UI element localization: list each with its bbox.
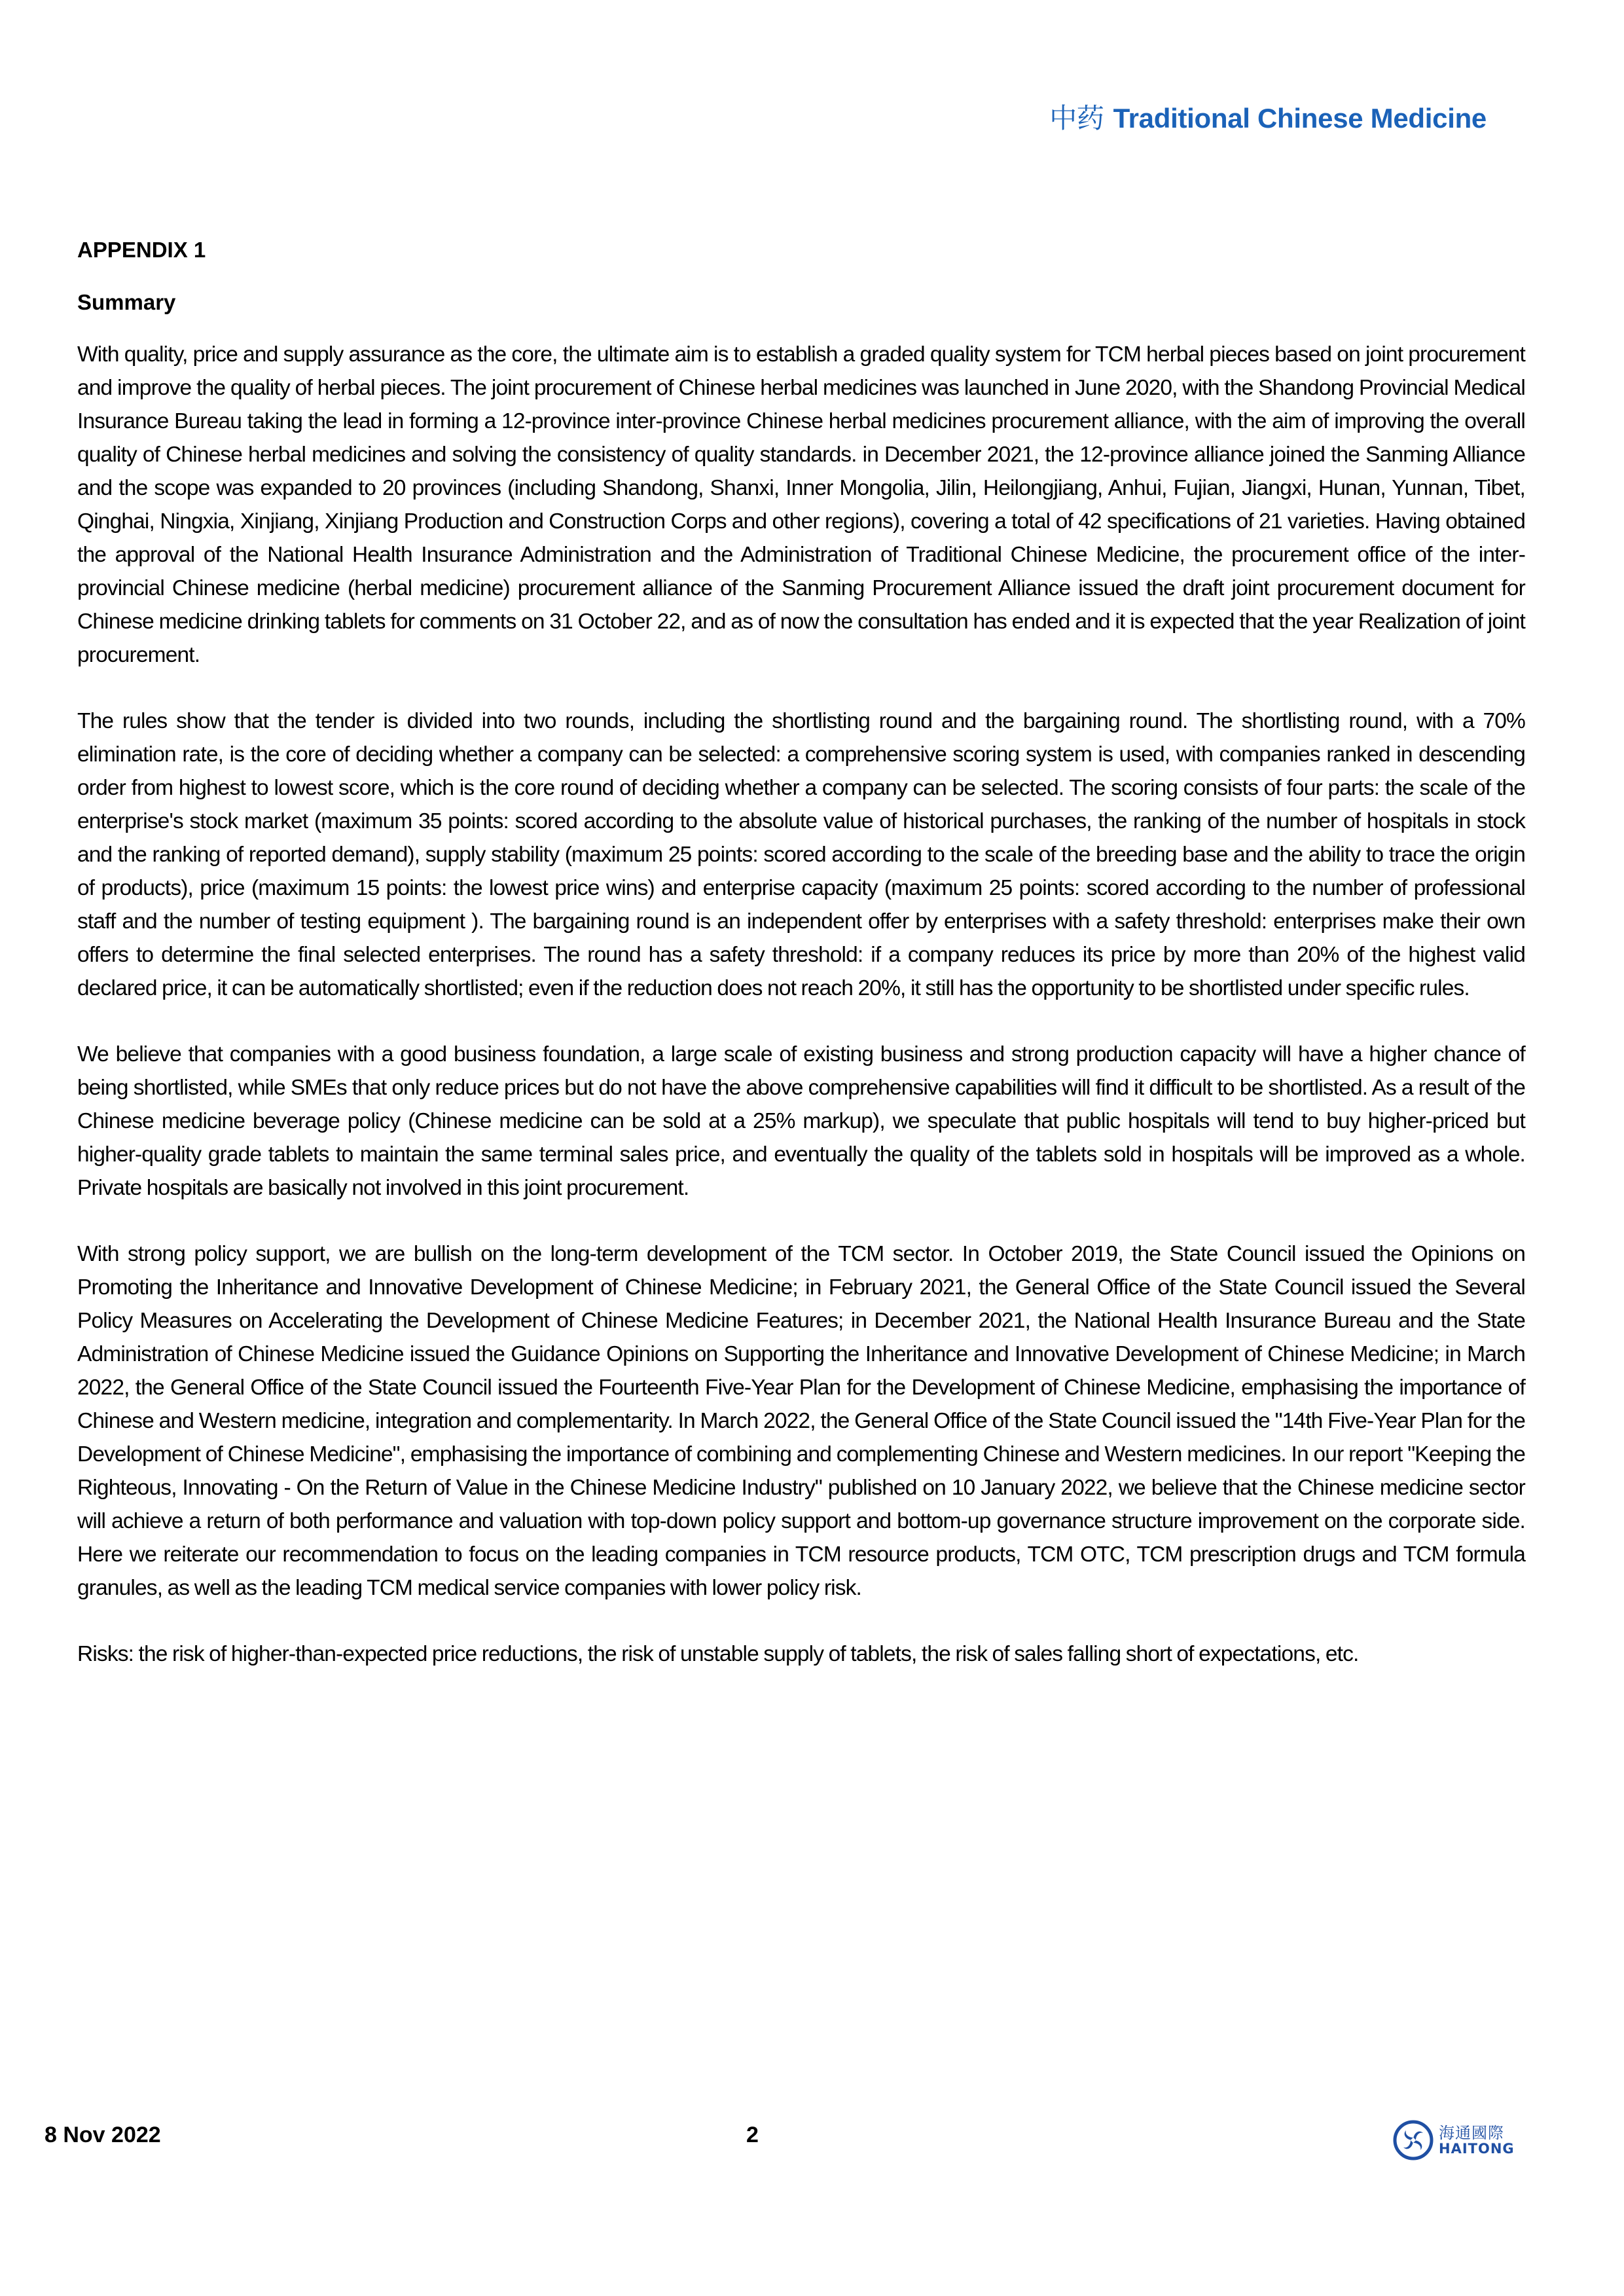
page-footer [0, 2123, 1624, 2175]
paragraph-tender-rules: The rules show that the tender is divided into two rounds, including the shortlisting round and the bargaining round. The shortlisting round, with a 70% elimination rate, is the core of deciding whether a company can be selected: a comprehensive scoring system is used, with companies ranked in descending order from highest to lowest score, which is the core round of deciding whether a company can be selected. The scoring consists of four parts: the scale of the enterprise's stock market (maximum 35 points: scored according to the absolute value of historical purchases, the ranking of the number of hospitals in stock and the ranking of reported demand), supply stability (maximum 25 points: scored according to the scale of the breeding base and the ability to trace the origin of products), price (maximum 15 points: the lowest price wins) and enterprise capacity (maximum 25 points: scored according to the number of professional staff and the number of testing equipment ). The bargaining round is an independent offer by enterprises with a safety threshold: enterprises make their own offers to determine the final selected enterprises. The round has a safety threshold: if a company reduces its price by more than 20% of the highest valid declared price, it can be automatically shortlisted; even if the reduction does not reach 20%, it still has the opportunity to be shortlisted under specific rules. [77, 709, 1525, 1000]
header-title-english: Traditional Chinese Medicine [1113, 103, 1487, 134]
summary-heading: Summary [77, 290, 176, 314]
document-body [77, 237, 1525, 1704]
haitong-logo [1393, 2120, 1515, 2160]
page-header-title [1049, 97, 1487, 136]
paragraph-risks: Risks: the risk of higher-than-expected price reductions, the risk of unstable supply of tablets, the risk of sales falling short of expectations, etc. [77, 1642, 1359, 1666]
page-number: 2 [746, 2123, 759, 2147]
header-title-chinese: 中药 [1049, 102, 1104, 134]
paragraph-policy-support: With strong policy support, we are bullish on the long-term development of the TCM sector. In October 2019, the State Council issued the Opinions on Promoting the Inheritance and Innovative Development of Chinese Medicine; in February 2021, the General Office of the State Council issued the Several Policy Measures on Accelerating the Development of Chinese Medicine Features; in December 2021, the National Health Insurance Bureau and the State Administration of Chinese Medicine issued the Guidance Opinions on Supporting the Inheritance and Innovative Development of Chinese Medicine; in March 2022, the General Office of the State Council issued the Fourteenth Five-Year Plan for the Development of Chinese Medicine, emphasising the importance of Chinese and Western medicine, integration and complementarity. In March 2022, the General Office of the State Council issued the "14th Five-Year Plan for the Development of Chinese Medicine", emphasising the importance of combining and complementing Chinese and Western medicines. In our report "Keeping the Righteous, Innovating - On the Return of Value in the Chinese Medicine Industry" published on 10 January 2022, we believe that the Chinese medicine sector will achieve a return of both performance and valuation with top-down policy support and bottom-up governance structure improvement on the corporate side. Here we reiterate our recommendation to focus on the leading companies in TCM resource products, TCM OTC, TCM prescription drugs and TCM formula granules, as well as the leading TCM medical service companies with lower policy risk. [77, 1242, 1525, 1600]
haitong-emblem-icon [1393, 2120, 1434, 2160]
appendix-heading: APPENDIX 1 [77, 238, 206, 262]
logo-english-text: HAITONG [1439, 2140, 1515, 2157]
logo-chinese-text: 海通國際 [1439, 2123, 1504, 2142]
paragraph-procurement-overview: With quality, price and supply assurance as the core, the ultimate aim is to establish a graded quality system for TCM herbal pieces based on joint procurement and improve the quality of herbal pieces. The joint procurement of Chinese herbal medicines was launched in June 2020, with the Shandong Provincial Medical Insurance Bureau taking the lead in forming a 12-province inter-province Chinese herbal medicines procurement alliance, with the aim of improving the overall quality of Chinese herbal medicines and solving the consistency of quality standards. in December 2021, the 12-province alliance joined the Sanming Alliance and the scope was expanded to 20 provinces (including Shandong, Shanxi, Inner Mongolia, Jilin, Heilongjiang, Anhui, Fujian, Jiangxi, Hunan, Yunnan, Tibet, Qinghai, Ningxia, Xinjiang, Xinjiang Production and Construction Corps and other regions), covering a total of 42 specifications of 21 varieties. Having obtained the approval of the National Health Insurance Administration and the Administration of Traditional Chinese Medicine, the procurement office of the inter-provincial Chinese medicine (herbal medicine) procurement alliance of the Sanming Procurement Alliance issued the draft joint procurement document for Chinese medicine drinking tablets for comments on 31 October 22, and as of now the consultation has ended and it is expected that the year Realization of joint procurement. [77, 342, 1525, 667]
footer-date: 8 Nov 2022 [45, 2123, 161, 2147]
paragraph-outlook: We believe that companies with a good business foundation, a large scale of existing business and strong production capacity will have a higher chance of being shortlisted, while SMEs that only reduce prices but do not have the above comprehensive capabilities will find it difficult to be shortlisted. As a result of the Chinese medicine beverage policy (Chinese medicine can be sold at a 25% markup), we speculate that public hospitals will tend to buy higher-priced but higher-quality grade tablets to maintain the same terminal sales price, and eventually the quality of the tablets sold in hospitals will be improved as a whole. Private hospitals are basically not involved in this joint procurement. [77, 1042, 1525, 1200]
